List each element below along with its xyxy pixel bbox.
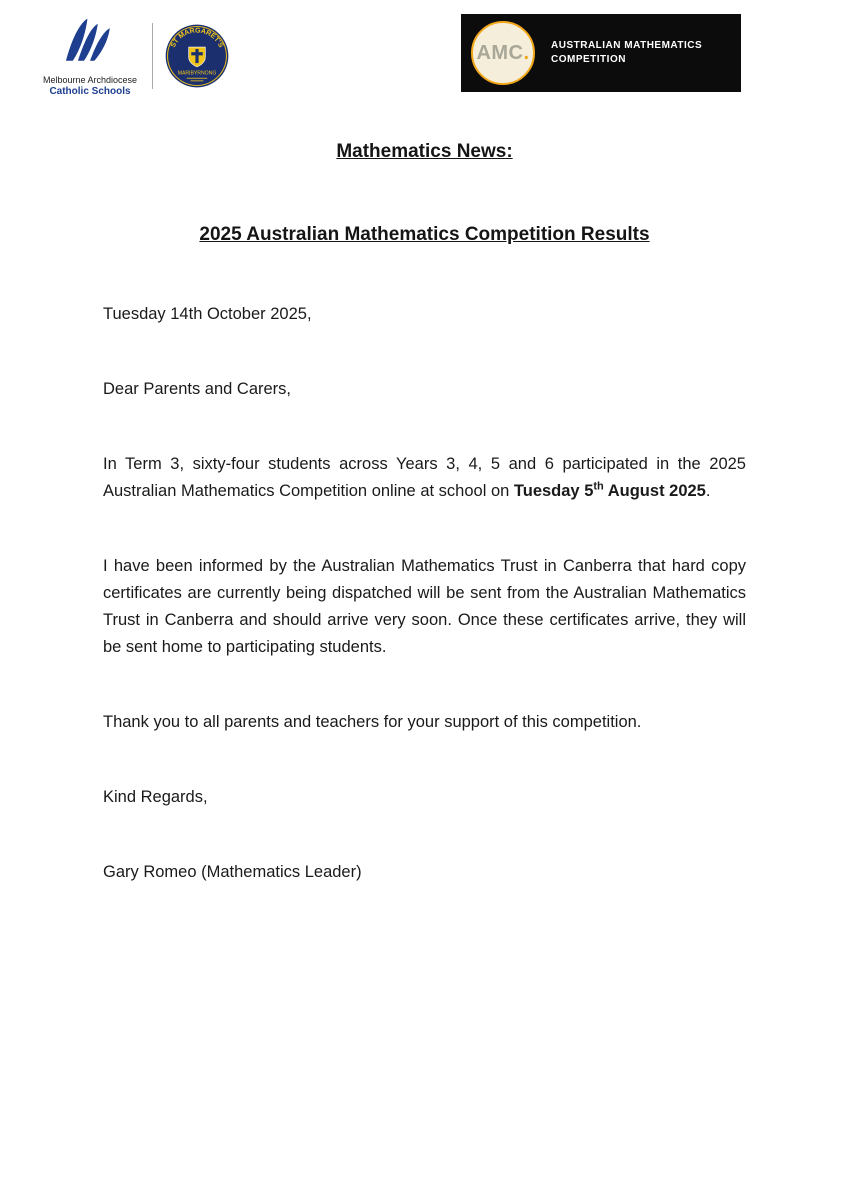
logo-divider: [152, 23, 153, 89]
amc-logo-dot: .: [523, 41, 530, 64]
macs-logo: [40, 14, 140, 97]
amc-logo-letters: AMC: [476, 41, 524, 64]
page-header: [0, 0, 849, 97]
signature: Gary Romeo (Mathematics Leader): [103, 863, 362, 881]
amc-banner-title: [551, 39, 702, 67]
paragraph-participation-ordinal: th: [593, 480, 604, 493]
paragraph-participation: [103, 451, 746, 505]
page-title: Mathematics News:: [336, 141, 513, 162]
letter-body: [0, 301, 849, 886]
macs-arch-icon: [47, 14, 133, 73]
date-line: Tuesday 14th October 2025,: [103, 305, 312, 323]
paragraph-thanks: Thank you to all parents and teachers for your support of this competition.: [103, 713, 642, 731]
page-subtitle: 2025 Australian Mathematics Competition Results: [199, 224, 650, 245]
amc-banner: [461, 14, 741, 92]
macs-logo-text: [43, 75, 137, 97]
paragraph-participation-bold-date: Tuesday 5: [513, 482, 594, 500]
paragraph-participation-bold-date2: August 2025: [603, 482, 706, 500]
paragraph-participation-text2: .: [705, 482, 711, 500]
school-crest-icon: [165, 22, 229, 90]
amc-title-line2: COMPETITION: [551, 54, 626, 65]
paragraph-certificates: I have been informed by the Australian Mathematics Trust in Canberra that hard copy certificates are currently being dispatched will be sent from the Australian Mathematics Trust in Canberra and should arrive very soon. Once these certificates arrive, they will be sent home to participating students.: [103, 557, 746, 656]
amc-title-line1: AUSTRALIAN MATHEMATICS: [551, 40, 703, 51]
crest-name-top: ST MARGARET'S: [169, 26, 225, 49]
paragraph-participation-text1: In Term 3, sixty-four students across Years 3, 4, 5 and 6 participated in the 2025 Australian Mathematics Competition online at school on: [103, 455, 746, 500]
closing: Kind Regards,: [103, 788, 208, 806]
amc-logo-icon: [471, 21, 535, 85]
school-logos: [40, 14, 229, 97]
macs-org-line1: Melbourne Archdiocese: [42, 75, 138, 85]
salutation: Dear Parents and Carers,: [103, 380, 292, 398]
crest-name-bottom: MARIBYRNONG: [177, 70, 217, 77]
macs-org-line2: Catholic Schools: [49, 86, 131, 97]
